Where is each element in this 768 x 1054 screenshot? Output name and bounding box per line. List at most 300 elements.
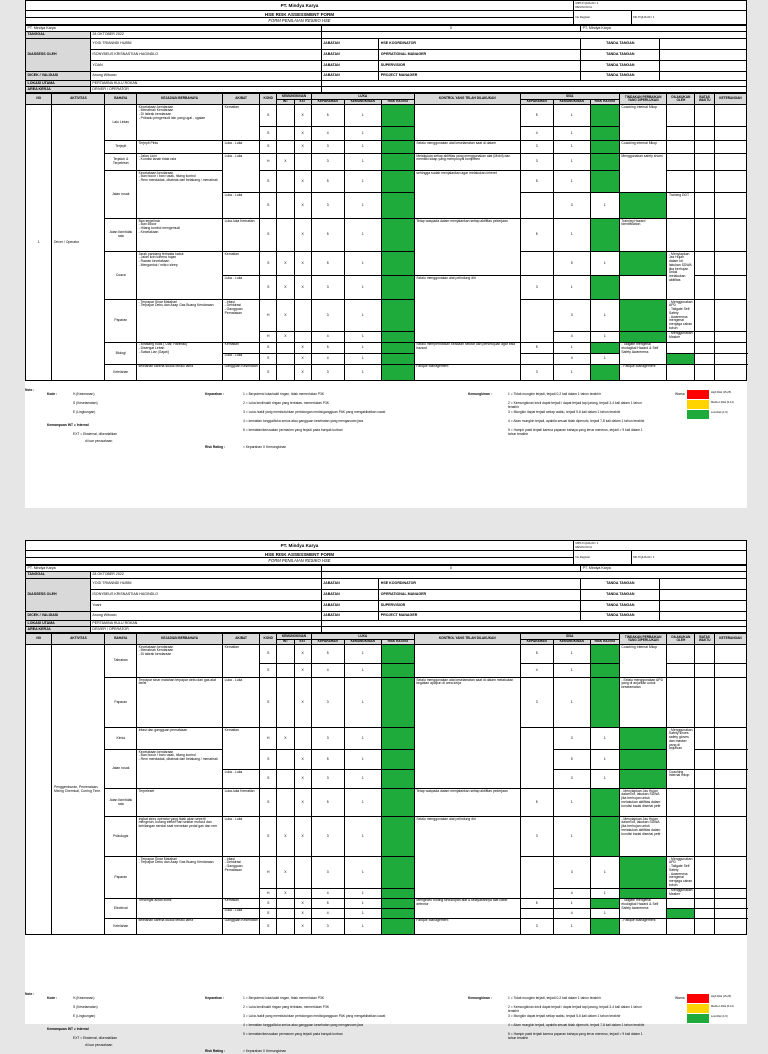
int-cell: X <box>277 276 294 300</box>
sisa-kemungkinan-cell: 1 <box>553 918 590 934</box>
kond-cell: S <box>260 898 277 908</box>
batas-cell <box>695 817 715 857</box>
sisa-keparahan-cell: 3 <box>553 193 590 219</box>
risk-row <box>26 219 747 252</box>
keparahan-cell: 4 <box>311 353 344 364</box>
kejadian-cell: Kecelakaan kendaraan - Menabrak Kendaraan - Di tabrak kendaraan <box>137 645 223 678</box>
sisa-risk-rating-cell: 4 <box>619 888 667 898</box>
risk-row <box>26 789 747 817</box>
int-cell <box>277 918 294 934</box>
ext-cell: X <box>294 770 311 789</box>
int-cell <box>277 342 294 353</box>
sisa-risk-rating-cell: 5 <box>590 219 619 252</box>
int-cell <box>277 141 294 154</box>
ext-cell <box>294 728 311 750</box>
tindakan-cell: - Fatique Management <box>619 918 667 934</box>
risk-rating-cell: 5 <box>381 171 414 193</box>
bahaya-cell: Paparan <box>105 678 137 728</box>
risk-row <box>26 857 747 889</box>
sisa-keparahan-cell: 5 <box>520 171 553 193</box>
risk-table-page-2: NO AKTIVITAS BAHAYA KEJADIAN BERBAHAYA AKIBAT KOND KEMUNGKINAN LUKA KONTROL YANG TELAH DILAKUKAN SISA TINDAKAN PERBAIKAN YANG DIPERLUKAN DILAKUKAN OLEH BATAS WAKTU KETERANGAN INT EXT KEPARAHAN KEMUNGKINAN RISK RATING KEPARAHAN KEMUNGKINAN RISK RATING Penggemburan, Pemerataan, Mixing Chemical, Curring Time. Tabrakan Kecelakaan kendaraan - Menabrak Kendaraan - Di tabrak kendaraan Kematian S X 5 1 5 5 1 5 Coaching Internal Mkop S X 4 1 4 4 1 4 Paparan Terpapar sinar matahari terpapar debu dan gas alat berat Luka - Luka S X 3 1 3 Selalu menggunakan alat keselamatan saat di dalam melakukan kegiatan apapun di area kerja 3 1 3 - Selalu menggunakan APD yang di anjurkan untuk keselamatan Kimia Iritasi dan gangguan pernafasan Kematian H X 3 1 3 3 1 3 - Menggunakan Safety shoes safety gloves dan masker yang di anjurkan Jalan rusak Kecelakaan kendaraan - Ban bocor / ban rusak, hilang kontrol - Rem mendadak, ditabrak dari belakang / menabrak S X 5 1 5 5 1 5 Luka - Luka S X 3 1 3 3 1 3 Coaching internal mkop Jalan licin/tidak rata Terpeleset Luka-luka Kematian S X 5 1 5 Tetap waspada dalam menjalankan setiap aktifitas pekerjaan 5 1 5 - Menyiapkan Jas Hujan dalam kit, lakukan SDWA jika berhujan untuk melakukan aktifitas dalam kondisi badai disertai petir Psikologis Ingkat stres operator yang tidak akan seperti mengeluh, kurang efektif hari sekitar muncul dan kehilangan sendal saat menekan pedal gas dan rem Luka - Luka S X X 3 1 3 Selalu menggunakan alat pelindung diri 3 1 3 - Menyiapkan Jas Hujan dalam kit, lakukan SDWA jika berhujan untuk melakukan aktifitas dalam kondisi badai disertai petir Paparan - Terpapar Sinar Matahari - Terpapar Debu dan Asap Gas Buang Kendaraan - Iritasi - Dehidrasi - Gangguan Pernafasan H X 3 1 3 3 1 3 - Menggunakan APD - Tailgate Self Safety - Awareness mengenai menjaga cairan tubuh H X 4 1 4 4 1 4 - Menggunakan Masker Electrical Tersengat aliran listrik Kematian S X 5 1 5 Mengecek routing kecukupan alat & kelayakannya alat cable detector 5 1 5 - Tailgate mengenai ekologikal Hazard & Self Safety Awareness Luka - Luka S X 4 1 4 4 1 4 Kelelahan kelelahan karena duduk terlalu lama Gangguan Kesehatan S X 3 1 3 Fatique Management 3 1 3 - Fatique Management <box>25 633 747 935</box>
bahaya-cell: Kelelahan <box>105 364 137 380</box>
kond-cell: S <box>260 908 277 918</box>
bahaya-cell: Terjepit <box>105 141 137 154</box>
form-header: PT. Mindya Karya MPK.F.QHS-03 / 1 REVISI 00 IA HSE RISK ASSESSMENT FORM No Register MK.P.QHS-03 / 1 FORM PENILAIAN RESIKO HSE <box>25 0 747 25</box>
kond-cell: S <box>260 127 277 141</box>
risk-rating-cell: 3 <box>381 857 414 889</box>
kemungkinan-cell: 1 <box>344 789 381 817</box>
kemungkinan-cell: 1 <box>344 276 381 300</box>
akibat-cell: Gangguan Kesehatan <box>223 918 260 934</box>
sisa-risk-rating-cell: 3 <box>619 728 667 750</box>
akibat-cell: Luka - Luka <box>223 154 260 193</box>
risk-row <box>26 364 747 380</box>
risk-row <box>26 750 747 770</box>
tindakan-cell: - Menggunakan Masker <box>667 331 695 342</box>
tindakan-cell: Coaching internal mkop <box>667 770 695 789</box>
kond-cell: S <box>260 141 277 154</box>
risk-rating-cell: 5 <box>381 898 414 908</box>
tindakan-cell: - Menyiapkan Jas Hujan dalam kit, lakukan SDWA jika berhujan untuk melakukan aktifitas <box>667 252 695 300</box>
bahaya-cell: Jalan licin/tidak rata <box>105 219 137 252</box>
dilakukan-cell <box>667 105 695 127</box>
int-cell <box>277 664 294 678</box>
dilakukan-cell <box>667 342 695 353</box>
keparahan-cell: 5 <box>311 789 344 817</box>
ext-cell: X <box>294 353 311 364</box>
tindakan-cell: - Menyiapkan Jas Hujan dalam kit, lakukan SDWA jika berhujan untuk melakukan aktifitas dalam kondisi badai disertai petir <box>619 817 667 857</box>
bahaya-cell: Terjatuh & Terpeleset <box>105 154 137 171</box>
kontrol-cell <box>520 252 553 276</box>
sisa-keparahan-cell: 4 <box>553 331 590 342</box>
sisa-keparahan-cell: 5 <box>520 789 553 817</box>
keparahan-cell: 3 <box>311 918 344 934</box>
risk-table-page-1: NO AKTIVITAS BAHAYA KEJADIAN BERBAHAYA AKIBAT KOND KEMUNGKINAN LUKA KONTROL YANG TELAH DILAKUKAN SISA TINDAKAN PERBAIKAN YANG DIPERLUKAN DILAKUKAN OLEH BATAS WAKTU KETERANGAN INT EXT KEPARAHAN KEMUNGKINAN RISK RATING KEPARAHAN KEMUNGKINAN RISK RATING 1 Driver / Operator Lalu Lintas Kecelakaan kendaraan - Menabrak Kendaraan - Di tabrak kendaraan - Pribadu pengemudi lain yang ugal - ugalan Kematian S X 5 1 5 5 1 5 Coaching Internal Mkop S X 4 1 4 4 1 4 Terjepit Terjepit Pintu Luka - Luka S X 3 1 3 Selalu menggunakan alat keselamatan saat di dalam 3 1 3 Coaching internal Mkop Terjatuh & Terpeleset - Jalan Licin - Kondisi tanah tidak rata Luka - Luka H X 3 1 3 Melakukan setiap aktifitas yang menggunakan alat (Mobil) dan memiliki sikap yang mempunyai kompeten 3 1 3 Menggunakan safety shoes Jalan rusak Kecelakaan kendaraan - Ban bocor / ban rusak, hilang kontrol - Rem mendadak, ditabrak dari belakang / menabrak S X 5 1 5 sehingga sudah menjalankan agar melakukan inheret 5 1 5 Luka - Luka S X 3 1 3 3 1 3 Training DDT Jalan licin/tidak rata Ban tergelincir - Ban Bocor - Hilang kontrol mengemudi - Kecelakaan Luka-luka Kematian S X 5 1 5 Tetap waspada dalam menjalankan setiap aktifitas pekerjaan 5 1 5 Training Hazard Identification Cuaca Jarak pandang terbatas kabut - Jalan licin karena hujan - Rawan kecelakaan - Mengantuk / mikro sleep Kematian S X X 5 1 5 5 1 5 - Menyiapkan Jas Hujan dalam kit, lakukan SDWA jika berhujan untuk melakukan aktifitas Luka - Luka S X X 3 1 3 Selalu menggunakan alat pelindung diri 3 1 3 Paparan - Terpapar Sinar Matahari - Terpapar Debu dan Asap Gas Buang Kendaraan - Iritasi - Dehidrasi - Gangguan Pernafasan H X 3 1 3 3 1 3 - Menggunakan APD - Tailgate Self Safety - Awareness mengenai menjaga cairan tubuh H X 4 1 4 4 1 4 - Menggunakan Masker Biologi - Binatang buas ( Ular, Harimau) - Disengat Lebah - Satwa Liar (Gajah) Kematian S X 5 1 5 Selalu memperhatikan keadaan sekitar dan persetujuan agar bisa hazard 5 1 5 - Tailgate mengenai ekologikal Hazard & Self Safety Awareness Luka - Luka S X 4 1 4 4 1 4 Kelelahan kelelahan karena duduk terlalu lama Gangguan Kesehatan S X 3 1 3 Fatique Management 3 1 3 - Fatique Management <box>25 93 747 381</box>
sisa-keparahan-cell: 3 <box>553 857 590 889</box>
risk-row <box>26 141 747 154</box>
kejadian-cell: - Jalan Licin - Kondisi tanah tidak rata <box>137 154 223 171</box>
int-cell: X <box>277 728 294 750</box>
sisa-keparahan-cell: 5 <box>520 898 553 908</box>
sisa-kemungkinan-cell: 1 <box>553 817 590 857</box>
sisa-keparahan-cell: 3 <box>520 364 553 380</box>
sisa-keparahan-cell: 4 <box>553 353 590 364</box>
bahaya-cell: Paparan <box>105 300 137 343</box>
ext-cell <box>294 300 311 332</box>
risk-row <box>26 342 747 353</box>
ext-cell: X <box>294 750 311 770</box>
kontrol-cell <box>520 353 553 364</box>
keparahan-cell: 4 <box>311 331 344 342</box>
batas-cell <box>695 105 715 127</box>
sisa-keparahan-cell: 5 <box>553 750 590 770</box>
risk-row <box>26 300 747 332</box>
dilakukan-cell <box>695 276 715 300</box>
risk-rating-cell: 4 <box>381 127 414 141</box>
keparahan-cell: 4 <box>311 888 344 898</box>
sisa-kemungkinan-cell: 1 <box>553 219 590 252</box>
company-name: PT. Mindya Karya <box>26 1 574 11</box>
batas-cell <box>695 918 715 934</box>
kemungkinan-cell: 1 <box>344 300 381 332</box>
keterangan-cell <box>715 219 747 252</box>
kemungkinan-cell: 1 <box>344 857 381 889</box>
kejadian-cell: Kecelakaan kendaraan - Ban bocor / ban rusak, hilang kontrol - Rem mendadak, ditabrak dari belakang / menabrak <box>137 171 223 219</box>
kemungkinan-cell: 1 <box>344 331 381 342</box>
sisa-kemungkinan-cell: 1 <box>590 750 619 770</box>
dilakukan-cell <box>667 678 695 728</box>
kejadian-cell: Terjepit Pintu <box>137 141 223 154</box>
keparahan-cell: 5 <box>311 105 344 127</box>
meta-table: PT. Mindya Karya 0 PT. Mindya Karya TANGGAL 28 OKTOBER 2022 DIASSESS OLEH YOGI TRIANNDI HUBNI JABATAN HSE KOORDINATOR TANDA TANGAN ISONYBEUS KRISNASTIAN HAGINDLO JABATAN OPERATIONAL MANAGER TANDA TANGAN YOAN JABATAN SUPERVISIOR TANDA TANGAN DICEK / VALIDASI Anung Wibowo JABATAN PROJECT MANAGER TANDA TANGAN LOKASI UTAMA PERTAMINA HULU ROKAN AREA KERJA DRIVER / OPERATOR <box>25 25 747 93</box>
kemungkinan-cell: 1 <box>344 770 381 789</box>
dilakukan-cell <box>695 193 715 219</box>
legend-note: Note : <box>25 993 34 997</box>
tindakan-cell <box>695 750 715 770</box>
risk-rating-cell: 3 <box>381 276 414 300</box>
risk-rating-cell: 3 <box>381 728 414 750</box>
sisa-keparahan-cell: 3 <box>553 770 590 789</box>
batas-cell <box>715 252 747 276</box>
tindakan-cell: - Tailgate mengenai ekologikal Hazard & Self Safety Awareness <box>619 898 667 918</box>
dilakukan-cell <box>695 728 715 750</box>
risk-row <box>26 678 747 728</box>
int-cell <box>277 127 294 141</box>
batas-cell <box>695 219 715 252</box>
kond-cell: H <box>260 331 277 342</box>
kontrol-cell <box>520 728 553 789</box>
ext-cell: X <box>294 908 311 918</box>
akibat-cell: Luka - Luka <box>223 141 260 154</box>
kond-cell: S <box>260 171 277 193</box>
tindakan-cell <box>667 664 695 678</box>
kontrol-cell <box>414 105 520 141</box>
row-no <box>26 645 52 935</box>
kemungkinan-cell: 1 <box>344 645 381 664</box>
sisa-keparahan-cell: 4 <box>520 127 553 141</box>
keparahan-cell: 3 <box>311 364 344 380</box>
akibat-cell: Luka - Luka <box>223 770 260 789</box>
bahaya-cell: Kimia <box>105 728 137 750</box>
batas-cell <box>715 664 747 678</box>
keparahan-cell: 3 <box>311 770 344 789</box>
tindakan-cell: Coaching internal Mkop <box>619 141 667 154</box>
sisa-risk-rating-cell: 5 <box>590 645 619 664</box>
ext-cell: X <box>294 127 311 141</box>
tindakan-cell: - Menyiapkan Jas Hujan dalam kit, lakukan SDWA jika berhujan untuk melakukan aktifitas dalam kondisi badai disertai petir <box>619 789 667 817</box>
bahaya-cell: Psikologis <box>105 817 137 857</box>
sisa-keparahan-cell: 4 <box>553 908 590 918</box>
batas-cell <box>715 331 747 342</box>
sisa-kemungkinan-cell: 1 <box>590 300 619 332</box>
ext-cell <box>294 857 311 889</box>
keparahan-cell: 3 <box>311 154 344 171</box>
kemungkinan-cell: 1 <box>344 728 381 750</box>
batas-cell <box>695 141 715 154</box>
keterangan-cell <box>715 364 747 380</box>
int-cell <box>277 750 294 770</box>
kontrol-cell <box>520 908 553 918</box>
dilakukan-cell <box>695 770 715 789</box>
ext-cell: X <box>294 342 311 353</box>
dilakukan-cell <box>667 141 695 154</box>
sisa-kemungkinan-cell: 1 <box>553 276 590 300</box>
keterangan-cell <box>715 645 747 664</box>
kond-cell: S <box>260 252 277 276</box>
bahaya-cell: Biologi <box>105 342 137 364</box>
dilakukan-cell <box>695 252 715 276</box>
sisa-risk-rating-cell: 3 <box>590 918 619 934</box>
risk-color-swatch <box>687 1004 709 1013</box>
int-cell <box>277 364 294 380</box>
keparahan-cell: 3 <box>311 276 344 300</box>
sisa-kemungkinan-cell: 1 <box>590 331 619 342</box>
tindakan-cell <box>667 127 695 141</box>
dilakukan-cell <box>715 353 747 364</box>
sisa-risk-rating-cell: 4 <box>590 127 619 141</box>
tindakan-cell: Coaching Internal Mkop <box>619 105 667 141</box>
dilakukan-cell <box>667 219 695 252</box>
risk-color-swatch <box>687 410 709 419</box>
sisa-kemungkinan-cell: 1 <box>590 857 619 889</box>
sisa-keparahan-cell: 4 <box>520 664 553 678</box>
sisa-kemungkinan-cell: 1 <box>553 364 590 380</box>
ext-cell: X <box>294 276 311 300</box>
sisa-risk-rating-cell: 4 <box>590 664 619 678</box>
int-cell <box>277 219 294 252</box>
kontrol-cell <box>414 645 520 678</box>
akibat-cell: Luka-luka Kematian <box>223 219 260 252</box>
dilakukan-cell <box>695 857 715 889</box>
kejadian-cell: Ban tergelincir - Ban Bocor - Hilang kontrol mengemudi - Kecelakaan <box>137 219 223 252</box>
kontrol-cell <box>520 300 553 343</box>
sisa-risk-rating-cell: 3 <box>590 141 619 154</box>
kejadian-cell: - Terpapar Sinar Matahari - Terpapar Debu dan Asap Gas Buang Kendaraan <box>137 300 223 343</box>
kemungkinan-cell: 1 <box>344 888 381 898</box>
risk-rating-cell: 5 <box>381 105 414 127</box>
tindakan-cell: Coaching Internal Mkop <box>619 645 667 678</box>
risk-row <box>26 154 747 171</box>
akibat-cell: Luka - Luka <box>223 193 260 219</box>
keparahan-cell: 5 <box>311 342 344 353</box>
kejadian-cell: - Binatang buas ( Ular, Harimau) - Disengat Lebah - Satwa Liar (Gajah) <box>137 342 223 364</box>
int-cell <box>277 193 294 219</box>
sisa-keparahan-cell: 4 <box>553 888 590 898</box>
sisa-kemungkinan-cell: 1 <box>553 645 590 664</box>
ext-cell: X <box>294 364 311 380</box>
risk-row <box>26 898 747 908</box>
kemungkinan-cell: 1 <box>344 364 381 380</box>
risk-rating-cell: 4 <box>381 664 414 678</box>
ext-cell: X <box>294 645 311 664</box>
kemungkinan-cell: 1 <box>344 127 381 141</box>
keterangan-cell <box>715 817 747 857</box>
dilakukan-cell <box>715 908 747 918</box>
kond-cell: S <box>260 276 277 300</box>
sisa-risk-rating-cell: 3 <box>619 193 667 219</box>
kontrol-cell: Melakukan setiap aktifitas yang menggunakan alat (Mobil) dan memiliki sikap yang mempunyai kompeten <box>414 154 520 171</box>
kemungkinan-cell: 1 <box>344 171 381 193</box>
kond-cell: H <box>260 728 277 750</box>
risk-rating-cell: 3 <box>381 193 414 219</box>
sisa-risk-rating-cell: 5 <box>619 750 667 770</box>
sisa-risk-rating-cell: 5 <box>590 789 619 817</box>
sisa-kemungkinan-cell: 1 <box>553 171 590 193</box>
sisa-kemungkinan-cell: 1 <box>590 908 619 918</box>
kemungkinan-cell: 1 <box>344 817 381 857</box>
keparahan-cell: 5 <box>311 645 344 664</box>
ext-cell: X <box>294 817 311 857</box>
meta-table-2: PT. Mindya Karya 0 PT. Mindya Karya TANGGAL 28 OKTOBER 2022 DIASSESS OLEH YOGI TRIANNDI HUBNI JABATAN HSE KOORDINATOR TANDA TANGAN ISONYBEUS KRISNASTIAN HAGINDLO JABATAN OPERATIONAL MANAGER TANDA TANGAN Yoani JABATAN SUPERVISIOR TANDA TANGAN DICEK / VALIDASI Anung Wibowo JABATAN PROJECT MANAGER TANDA TANGAN LOKASI UTAMA PERTAMINA HULU ROKAN AREA KERJA DRIVER / OPERATOR <box>25 565 747 633</box>
kejadian-cell: Kecelakaan kendaraan - Menabrak Kendaraan - Di tabrak kendaraan - Pribadu pengemudi lain yang ugal - ugalan <box>137 105 223 141</box>
akibat-cell: Kematian <box>223 105 260 141</box>
risk-rating-cell: 5 <box>381 219 414 252</box>
tindakan-cell <box>667 171 695 193</box>
risk-row <box>26 252 747 276</box>
kemungkinan-cell: 1 <box>344 664 381 678</box>
kemungkinan-cell: 1 <box>344 678 381 728</box>
dilakukan-cell <box>667 817 695 857</box>
int-cell: X <box>277 331 294 342</box>
kemungkinan-cell: 1 <box>344 353 381 364</box>
batas-cell <box>715 300 747 332</box>
kemungkinan-cell: 1 <box>344 193 381 219</box>
kejadian-cell: kelelahan karena duduk terlalu lama <box>137 364 223 380</box>
kejadian-cell: Tersengat aliran listrik <box>137 898 223 918</box>
activity-cell: Driver / Operator <box>52 105 105 381</box>
ext-cell: X <box>294 664 311 678</box>
akibat-cell: Kematian <box>223 898 260 908</box>
keparahan-cell: 3 <box>311 728 344 750</box>
kontrol-cell: Mengecek routing kecukupan alat & kelayakannya alat cable detector <box>414 898 520 918</box>
sisa-kemungkinan-cell: 1 <box>590 888 619 898</box>
sisa-kemungkinan-cell: 1 <box>590 193 619 219</box>
ext-cell: X <box>294 789 311 817</box>
tindakan-cell: - Menggunakan APD - Tailgate Self Safety - Awareness mengenai menjaga cairan tubuh <box>667 857 695 889</box>
int-cell: X <box>277 888 294 898</box>
tindakan-cell: - Selalu menggunakan APD yang di anjurkan untuk keselamatan <box>619 678 667 728</box>
akibat-cell: Gangguan Kesehatan <box>223 364 260 380</box>
kontrol-cell <box>520 857 553 899</box>
sisa-risk-rating-cell: 3 <box>590 678 619 728</box>
sisa-kemungkinan-cell: 1 <box>553 154 590 171</box>
kejadian-cell: Kecelakaan kendaraan - Ban bocor / ban rusak, hilang kontrol - Rem mendadak, ditabrak dari belakang / menabrak <box>137 750 223 789</box>
keterangan-cell <box>715 154 747 171</box>
risk-rating-cell: 4 <box>381 353 414 364</box>
akibat-cell: Kematian <box>223 728 260 770</box>
sisa-risk-rating-cell: 4 <box>667 353 695 364</box>
tindakan-cell: - Menggunakan Safety shoes safety gloves dan masker yang di anjurkan <box>667 728 695 770</box>
kontrol-cell: sehingga sudah menjalankan agar melakukan inheret <box>414 171 520 219</box>
dilakukan-cell <box>695 888 715 898</box>
kejadian-cell: kelelahan karena duduk terlalu lama <box>137 918 223 934</box>
kontrol-cell: Fatique Management <box>414 364 520 380</box>
kontrol-cell: Tetap waspada dalam menjalankan setiap aktifitas pekerjaan <box>414 219 520 276</box>
risk-color-swatch <box>687 1014 709 1023</box>
keterangan-cell <box>715 678 747 728</box>
sisa-risk-rating-cell: 4 <box>619 331 667 342</box>
keparahan-cell: 5 <box>311 171 344 193</box>
sisa-kemungkinan-cell: 1 <box>590 728 619 750</box>
sisa-keparahan-cell: 5 <box>520 219 553 252</box>
batas-cell <box>695 342 715 353</box>
kond-cell: H <box>260 888 277 898</box>
int-cell: X <box>277 857 294 889</box>
row-no: 1 <box>26 105 52 381</box>
sisa-keparahan-cell: 3 <box>520 276 553 300</box>
tindakan-cell <box>619 276 667 300</box>
kond-cell: S <box>260 817 277 857</box>
kemungkinan-cell: 1 <box>344 252 381 276</box>
int-cell <box>277 678 294 728</box>
akibat-cell: Luka-luka Kematian <box>223 789 260 817</box>
kond-cell: S <box>260 645 277 664</box>
kond-cell: S <box>260 770 277 789</box>
risk-color-swatch <box>687 390 709 399</box>
sisa-keparahan-cell: 3 <box>520 817 553 857</box>
ext-cell <box>294 888 311 898</box>
kejadian-cell: - Terpapar Sinar Matahari - Terpapar Debu dan Asap Gas Buang Kendaraan <box>137 857 223 899</box>
ext-cell <box>294 331 311 342</box>
risk-rating-cell: 5 <box>381 750 414 770</box>
bahaya-cell: Kelelahan <box>105 918 137 934</box>
tindakan-cell: Training Hazard Identification <box>619 219 667 252</box>
keparahan-cell: 3 <box>311 817 344 857</box>
risk-rating-cell: 5 <box>381 252 414 276</box>
batas-cell <box>695 678 715 728</box>
form-page-1: PT. Mindya Karya MPK.F.QHS-03 / 1 REVISI 00 IA HSE RISK ASSESSMENT FORM No Register MK.P.QHS-03 / 1 FORM PENILAIAN RESIKO HSE PT. Mindya Karya 0 PT. Mindya Karya TANGGAL 28 OKTOBER 2022 DIASSESS OLEH YOGI TRIANNDI HUBNI JABATAN HSE KOORDINATOR TANDA TANGAN ISONYBEUS KRISNASTIAN HAGINDLO JABATAN OPERATIONAL MANAGER TANDA TANGAN YOAN JABATAN SUPERVISIOR TANDA TANGAN DICEK / VALIDASI Anung Wibowo JABATAN PROJECT MANAGER TANDA TANGAN LOKASI UTAMA PERTAMINA HULU ROKAN AREA KERJA DRIVER / OPERATOR NO AKTIVITAS BAHAYA KEJADIAN BERBAHAYA AKIBAT KOND KEMUNGKINAN LUKA KONTROL YANG TELAH DILAKUKAN SISA TINDAKAN PERBAIKAN YANG DIPERLUKAN DILAKUKAN OLEH BATAS WAKTU KETERANGAN INT EXT KEPARAHAN KEMUNGKINAN RISK RATING KEPARAHAN KEMUNGKINAN RISK RATING 1 Driver / Operator Lalu Lintas Kecelakaan kendaraan - Menabrak Kendaraan - Di tabrak kendaraan - Pribadu pengemudi lain yang ugal - ugalan Kematian S X 5 1 5 5 1 5 Coaching Internal Mkop S X 4 1 4 4 1 4 Terjepit Terjepit Pintu Luka - Luka S X 3 1 3 Selalu menggunakan alat keselamatan saat di dalam 3 1 3 Coaching internal Mkop Terjatuh & Terpeleset - Jalan Licin - Kondisi tanah tidak rata Luka - Luka H X 3 1 3 Melakukan setiap aktifitas yang menggunakan alat (Mobil) dan memiliki sikap yang mempunyai kompeten 3 1 3 Menggunakan safety shoes Jalan rusak Kecelakaan kendaraan - Ban bocor / ban rusak, hilang kontrol - Rem mendadak, ditabrak dari belakang / menabrak S X 5 1 5 sehingga sudah menjalankan agar melakukan inheret 5 1 5 Luka - Luka S X 3 1 3 3 1 3 Training DDT Jalan licin/tidak rata Ban tergelincir - Ban Bocor - Hilang kontrol mengemudi - Kecelakaan Luka-luka Kematian S X 5 1 5 Tetap waspada dalam menjalankan setiap aktifitas pekerjaan 5 1 5 Training Hazard Identification Cuaca Jarak pandang terbatas kabut - Jalan licin karena hujan - Rawan kecelakaan - Mengantuk / mikro sleep Kematian S X X 5 1 5 5 1 5 - Menyiapkan Jas Hujan dalam kit, lakukan SDWA jika berhujan untuk melakukan aktifitas Luka - Luka S X X 3 1 3 Selalu menggunakan alat pelindung diri 3 1 3 Paparan - Terpapar Sinar Matahari - Terpapar Debu dan Asap Gas Buang Kendaraan - Iritasi - Dehidrasi - Gangguan Pernafasan H X 3 1 3 3 1 3 - Menggunakan APD - Tailgate Self Safety - Awareness mengenai menjaga cairan tubuh H X 4 1 4 4 1 4 - Menggunakan Masker Biologi - Binatang buas ( Ular, Harimau) - Disengat Lebah - Satwa Liar (Gajah) Kematian S X 5 1 5 Selalu memperhatikan keadaan sekitar dan persetujuan agar bisa hazard 5 1 5 - Tailgate mengenai ekologikal Hazard & Self Safety Awareness Luka - Luka S X 4 1 4 4 1 4 Kelelahan kelelahan karena duduk terlalu lama Gangguan Kesehatan S X 3 1 3 Fatique Management 3 1 3 - Fatique Management Note : Kode : H (Keamanan) S (Keselamatan) E (Lingkungan) Kemampuan INT = Internal EXT = Eksternal, dikendalikan di luar perusahaan Keparahan : 1 = Berpotensi luka/sakit ringan, tidak memerlukan P3K 2 = Luka kecil/sakit ringan yang terbatas, memerlukan P3K 3 = Luka /sakit yang membutuhkan pertolongan medis/gangguan PAK yang mengakibatkan cacat 4 = kematian tunggal/luka serius atau gangguan kesehatan yang mengancam jiwa 5 = kematian/kerusakan permanen yang terjadi pada banyak korban Risk Rating : = Keparahan X Kemungkinan Kemungkinan : 1 = Tidak mungkin terjadi, terjadi 0-2 kali dalam 1 tahun terakhir 2 = Kemungkinan kecil dapat terjadi / dapat terjadi tapi jarang, terjadi 3-4 kali dalam 1 tahun terakhir 3 = Mungkin dapat terjadi setiap waktu, terjadi 5-6 kali dalam 1 tahun terakhir 4 = Akan mungkin terjadi, apabila sesuai tidak dipenuhi, terjadi 7-8 kali dalam 1 tahun terakhir 5 = Hampir pasti terjadi karena paparan bahaya yang terus menerus, terjadi > 9 kali dalam 1 tahun terakhir Warna High Risk (15-25) Medium Risk (6-14) Low Risk (1-5) <box>25 0 747 508</box>
sisa-keparahan-cell: 3 <box>553 300 590 332</box>
kontrol-cell: Selalu menggunakan alat keselamatan saat di dalam melakukan kegiatan apapun di area kerja <box>414 678 520 789</box>
batas-cell <box>695 789 715 817</box>
sisa-kemungkinan-cell: 1 <box>590 770 619 789</box>
keparahan-cell: 3 <box>311 141 344 154</box>
kond-cell: H <box>260 857 277 889</box>
akibat-cell: Luka - Luka <box>223 678 260 728</box>
akibat-cell: Kematian <box>223 645 260 678</box>
kond-cell: S <box>260 193 277 219</box>
sisa-risk-rating-cell: 3 <box>590 817 619 857</box>
sisa-kemungkinan-cell: 1 <box>553 789 590 817</box>
ext-cell: X <box>294 219 311 252</box>
form-header-2: PT. Mindya Karya MPK.F.QHS-03 / 1 REVISI 00 IA HSE RISK ASSESSMENT FORM No Register MK.P.QHS-03 / 1 FORM PENILAIAN RESIKO HSE <box>25 540 747 565</box>
sisa-keparahan-cell: 3 <box>520 678 553 728</box>
akibat-cell: - Iritasi - Dehidrasi - Gangguan Pernafasan <box>223 300 260 343</box>
keparahan-cell: 3 <box>311 193 344 219</box>
batas-cell <box>715 193 747 219</box>
int-cell <box>277 105 294 127</box>
risk-row <box>26 817 747 857</box>
sisa-risk-rating-cell: 5 <box>590 342 619 353</box>
keparahan-cell: 5 <box>311 898 344 908</box>
keterangan-cell <box>715 141 747 154</box>
sisa-risk-rating-cell: 3 <box>619 857 667 889</box>
bahaya-cell: Jalan rusak <box>105 171 137 219</box>
sisa-keparahan-cell: 3 <box>520 141 553 154</box>
ext-cell: X <box>294 898 311 908</box>
sisa-risk-rating-cell: 3 <box>590 154 619 171</box>
kontrol-cell: Selalu menggunakan alat pelindung diri <box>414 276 520 343</box>
keterangan-cell <box>715 789 747 817</box>
batas-cell <box>695 154 715 171</box>
kemungkinan-cell: 1 <box>344 750 381 770</box>
kond-cell: S <box>260 750 277 770</box>
tindakan-cell: - Tailgate mengenai ekologikal Hazard & Self Safety Awareness <box>619 342 667 364</box>
int-cell <box>277 908 294 918</box>
keparahan-cell: 5 <box>311 219 344 252</box>
sisa-keparahan-cell: 3 <box>553 728 590 750</box>
sisa-risk-rating-cell: 3 <box>590 276 619 300</box>
